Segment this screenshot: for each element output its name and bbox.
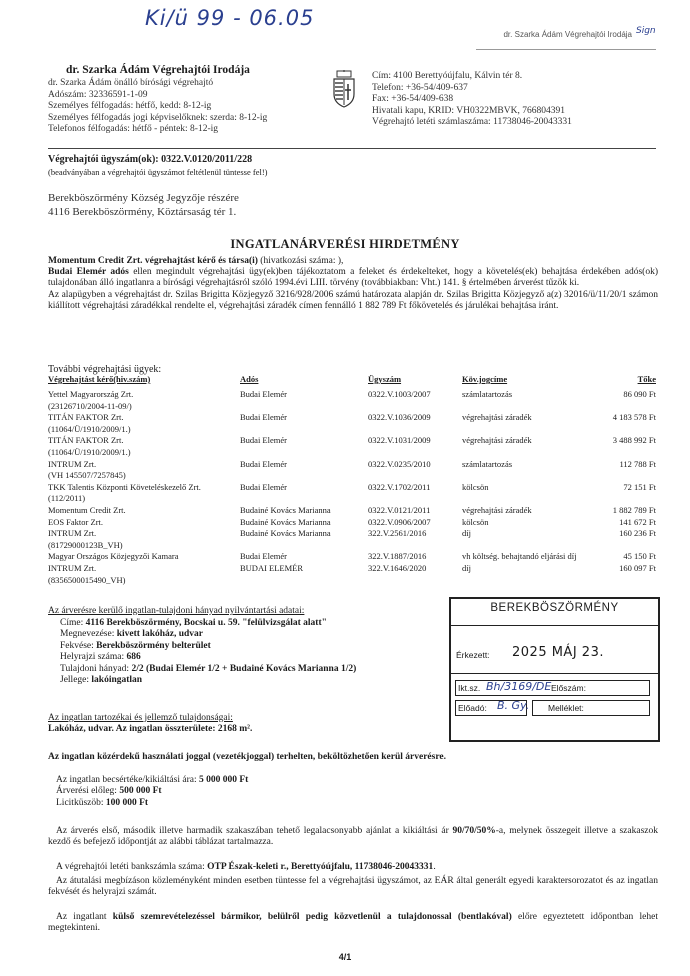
table-cell: 0322.V.1003/2007 xyxy=(368,389,431,399)
recipient-address xyxy=(48,191,239,219)
deposit-amount: 500 000 Ft xyxy=(119,786,162,797)
stamp-received-label: Érkezett: xyxy=(456,650,490,660)
property-character: lakóingatlan xyxy=(91,675,143,685)
table-cell: végrehajtási záradék xyxy=(462,412,532,423)
stamp-ikt-label: Ikt.sz. xyxy=(458,683,481,693)
table-cell: Yettel Magyarország Zrt. xyxy=(48,389,134,399)
office-line: Személyes félfogadás jogi képviselőknek: szerda: 8-12-ig xyxy=(48,112,268,123)
office-name: dr. Szarka Ádám Végrehajtói Irodája xyxy=(66,64,250,76)
office-line: Telefon: +36-54/409-637 xyxy=(372,82,468,93)
table-cell: EOS Faktor Zrt. xyxy=(48,516,104,527)
office-line: Személyes félfogadás: hétfő, kedd: 8-12-ig xyxy=(48,101,212,112)
table-cell: Budainé Kovács Marianna xyxy=(240,516,331,527)
table-cell: Budainé Kovács Marianna xyxy=(240,528,331,539)
case-number xyxy=(48,154,268,178)
office-line: Adószám: 32336591-1-09 xyxy=(48,89,148,100)
stamp-assignee-initials: B. Gy. xyxy=(497,699,530,712)
table-cell: Budai Elemér xyxy=(240,551,287,562)
stamp-assignee-label: Előadó: xyxy=(458,703,487,713)
table-cell: 4 183 578 Ft xyxy=(612,412,656,423)
stamp-divider xyxy=(449,673,660,674)
table-cell: 1 882 789 Ft xyxy=(612,505,656,515)
table-cell: kölcsön xyxy=(462,481,489,492)
table-cell: 0322.V.1036/2009 xyxy=(368,412,431,423)
property-label: Címe: xyxy=(60,617,86,628)
office-details-right xyxy=(372,71,572,129)
table-cell: Budai Elemér xyxy=(240,412,287,423)
table-cell: Budai Elemér xyxy=(240,389,287,399)
office-line: Fax: +36-54/409-638 xyxy=(372,94,454,105)
table-cell: (VH 145507/7257845) xyxy=(48,470,126,481)
table-cell: BUDAI ELEMÉR xyxy=(240,563,304,573)
property-address: 4116 Berekböszörmény, Bocskai u. 59. "felülvizsgálat alatt" xyxy=(85,617,327,628)
col-header-debtor: Adós xyxy=(240,374,259,384)
table-cell: INTRUM Zrt. xyxy=(48,528,97,539)
price-label: Licitküszöb: xyxy=(56,797,106,808)
table-cell: díj xyxy=(462,563,471,573)
table-cell: számlatartozás xyxy=(462,389,513,399)
stamp-title: BEREKBÖSZÖRMÉNY xyxy=(490,602,619,614)
table-cell: vh költség. behajtandó eljárási díj xyxy=(462,551,577,562)
table-cell: díj xyxy=(462,528,471,539)
table-cell: Budai Elemér xyxy=(240,481,287,492)
table-cell: (81729000123B_VH) xyxy=(48,539,123,550)
property-type: kivett lakóház, udvar xyxy=(116,629,204,639)
case-number-note: (beadványában a végrehajtói ügyszámot feltétlenül tüntesse fel!) xyxy=(48,167,268,177)
table-cell: 160 236 Ft xyxy=(619,528,656,539)
table-cell: Budai Elemér xyxy=(240,435,287,446)
property-features xyxy=(48,713,658,736)
bank-text-part: A végrehajtói letéti bankszámla száma: xyxy=(56,862,208,872)
col-header-amount: Tőke xyxy=(637,374,656,384)
table-cell: 160 097 Ft xyxy=(619,563,656,573)
recipient-line: 4116 Berekböszörmény, Köztársaság tér 1. xyxy=(48,206,237,218)
col-header-basis: Köv.jogcíme xyxy=(462,374,508,384)
table-cell: kölcsön xyxy=(462,516,489,527)
features-heading: Az ingatlan tartozékai és jellemző tulajdonságai: xyxy=(48,713,233,723)
stamp-ikt-number: Bh/3169/DE xyxy=(486,680,552,693)
property-ownership-share: 2/2 (Budai Elemér 1/2 + Budainé Kovács Marianna 1/2) xyxy=(131,663,357,674)
col-header-creditor: Végrehajtást kérő(hiv.szám) xyxy=(48,374,151,384)
inspection-method: külső szemrevételezéssel bármikor, belülről pedig közvetlenül a tulajdonossal (bentlakóval) xyxy=(112,912,512,922)
table-cell: végrehajtási záradék xyxy=(462,505,532,515)
table-cell: 45 150 Ft xyxy=(623,551,656,562)
property-label: Helyrajzi száma: xyxy=(60,652,127,662)
table-cell: (112/2011) xyxy=(48,493,86,504)
property-label: Megnevezése: xyxy=(60,629,117,639)
stages-text-part: -a, melynek összegeit illetve a szakaszok kezdő és befejező időpontját az alábbi táblázat tartalmazza. xyxy=(48,826,658,848)
table-cell: 322.V.1646/2020 xyxy=(368,563,427,573)
bid-increment: 100 000 Ft xyxy=(105,797,149,808)
inspection-text-part: Az ingatlant xyxy=(56,912,113,922)
property-label: Tulajdoni hányad: xyxy=(60,663,132,674)
table-cell: 0322.V.0906/2007 xyxy=(368,516,431,527)
other-cases-title: További végrehajtási ügyek: xyxy=(48,364,162,375)
stages-text-part: Az árverés első, második illetve harmadik szakaszában tehető legalacsonyabb ajánlat a kikiáltási ár xyxy=(56,826,453,836)
page-number: 4/1 xyxy=(338,952,352,962)
table-cell: TITÁN FAKTOR Zrt. xyxy=(48,412,124,423)
transfer-instructions: Az átutalási megbízáson közleményként minden esetben tüntesse fel a végrehajtási ügyszámot, az EÁR által generált egyedi karaktersorozatot és az ingatlan fekvését és helyrajzi számát. xyxy=(48,876,658,898)
intro-text-part: (hivatkozási száma: ), xyxy=(257,256,344,266)
table-cell: 72 151 Ft xyxy=(623,481,656,492)
table-cell: 86 090 Ft xyxy=(623,389,656,399)
property-label: Jellege: xyxy=(60,675,92,685)
recipient-line: Berekböszörmény Község Jegyzője részére xyxy=(48,192,239,204)
table-cell: Momentum Credit Zrt. xyxy=(48,505,126,515)
table-cell: 0322.V.1031/2009 xyxy=(368,435,431,446)
stamp-preceding-label: Előszám: xyxy=(551,683,586,693)
header-divider xyxy=(476,49,656,50)
office-line: dr. Szarka Ádám önálló bírósági végrehajtó xyxy=(48,78,214,88)
table-cell: TKK Talentis Központi Követeléskezelő Zrt. xyxy=(48,481,201,492)
property-label: Fekvése: xyxy=(60,640,97,651)
stamp-received-date: 2025 MÁJ 23. xyxy=(512,645,604,660)
table-cell: Magyar Országos Közjegyzői Kamara xyxy=(48,551,179,562)
office-line: Cím: 4100 Berettyóújfalu, Kálvin tér 8. xyxy=(372,71,523,81)
debtor-name: Budai Elemér adós xyxy=(48,267,129,278)
stages-text xyxy=(48,826,658,849)
inspection-text-part: előre egyeztetett időpontban lehet megtekinteni. xyxy=(48,912,658,934)
table-cell: (11064/Ü/1910/2009/1.) xyxy=(48,423,131,434)
property-details xyxy=(48,606,356,687)
table-cell: végrehajtási záradék xyxy=(462,435,532,446)
office-line: Végrehajtó letéti számlaszáma: 11738046-20043331 xyxy=(372,117,572,128)
property-lot-number: 686 xyxy=(126,652,141,662)
office-line: Telefonos félfogadás: hétfő - péntek: 8-12-ig xyxy=(48,124,219,135)
table-cell: (11064/Ü/1910/2009/1.) xyxy=(48,447,131,457)
creditor-name: Momentum Credit Zrt. végrehajtást kérő és társa(i) xyxy=(48,256,258,266)
intro-text-part: ellen megindult végrehajtási ügy(ek)ben tájékoztatom a feleket és érdekelteket, hogy a követelés(ek) behajtása érdekében adós(ok) tulajdonában álló ingatlanra a bírósági végrehajtásról szóló 1994.évi LIII. törvény (továbbiakban: Vht.) 141. § értelmében árverést tűzök ki. xyxy=(48,267,659,289)
handwritten-signature: Sign xyxy=(636,26,656,36)
table-cell: (8356500015490_VH) xyxy=(48,574,126,585)
intro-text xyxy=(48,256,658,312)
table-cell: 322.V.2561/2016 xyxy=(368,528,427,539)
coat-of-arms-icon xyxy=(331,70,357,108)
table-cell: 112 788 Ft xyxy=(619,458,656,469)
stamp-divider xyxy=(449,625,660,626)
table-cell: 0322.V.0121/2011 xyxy=(368,505,431,515)
property-location: Berekböszörmény belterület xyxy=(96,640,211,651)
header-office-name: dr. Szarka Ádám Végrehajtói Irodája xyxy=(503,30,632,39)
table-cell: 141 672 Ft xyxy=(619,516,656,527)
table-cell: 322.V.1887/2016 xyxy=(368,551,427,562)
bank-account-text xyxy=(48,862,658,873)
col-header-case: Ügyszám xyxy=(368,374,402,384)
features-text: Lakóház, udvar. Az ingatlan összterülete: 2168 m². xyxy=(48,724,253,735)
table-cell: INTRUM Zrt. xyxy=(48,458,97,469)
right-of-use-text: Az ingatlan közérdekű használati joggal (vezetékjoggal) terhelten, beköltözhetően kerül árverésre. xyxy=(48,752,446,762)
case-number-line: Végrehajtói ügyszám(ok): 0322.V.0120/2011/228 xyxy=(48,154,253,165)
header-rule xyxy=(48,148,656,149)
price-label: Az ingatlan becsértéke/kikiáltási ára: xyxy=(56,775,199,785)
table-cell: TITÁN FAKTOR Zrt. xyxy=(48,435,124,446)
property-heading: Az árverésre kerülő ingatlan-tulajdoni hányad nyilvántartási adatai: xyxy=(48,606,305,616)
table-cell: INTRUM Zrt. xyxy=(48,563,97,573)
document-title: INGATLANÁRVERÉSI HIRDETMÉNY xyxy=(230,237,460,251)
table-cell: 0322.V.1702/2011 xyxy=(368,481,431,492)
stages-percent: 90/70/50% xyxy=(452,826,496,836)
stamp-attachment-label: Melléklet: xyxy=(548,703,584,713)
table-cell: 3 488 992 Ft xyxy=(612,435,656,446)
office-line: Hivatali kapu, KRID: VH0322MBVK, 766804391 xyxy=(372,105,565,116)
starting-price: 5 000 000 Ft xyxy=(198,775,249,785)
price-label: Árverési előleg: xyxy=(56,786,120,797)
table-cell: Budai Elemér xyxy=(240,458,287,469)
office-details-left xyxy=(48,78,267,136)
inspection-text xyxy=(48,912,658,935)
table-cell: (23126710/2004-11-09/) xyxy=(48,400,132,411)
bank-text-part: . xyxy=(433,862,436,872)
price-block xyxy=(48,775,658,809)
table-cell: számlatartozás xyxy=(462,458,513,469)
intro-basis: Az alapügyben a végrehajtást dr. Szilas Brigitta Közjegyző 3216/928/2006 számú határozata alapján dr. Szilas Brigitta Közjegyző a(z) 32016/ü/11/20/1 számon kiállított végrehajtási záradékkal rendelte el, végrehajtási záradék címen fennálló 1 882 789 Ft főkövetelés és járulékai behajtása iránt. xyxy=(48,289,658,311)
table-cell: 0322.V.0235/2010 xyxy=(368,458,431,469)
handwritten-note: Ki/ü 99 - 06.05 xyxy=(145,6,315,30)
bank-account-number: OTP Észak-keleti r., Berettyóújfalu, 11738046-20043331 xyxy=(207,862,434,872)
table-cell: Budainé Kovács Marianna xyxy=(240,505,331,515)
